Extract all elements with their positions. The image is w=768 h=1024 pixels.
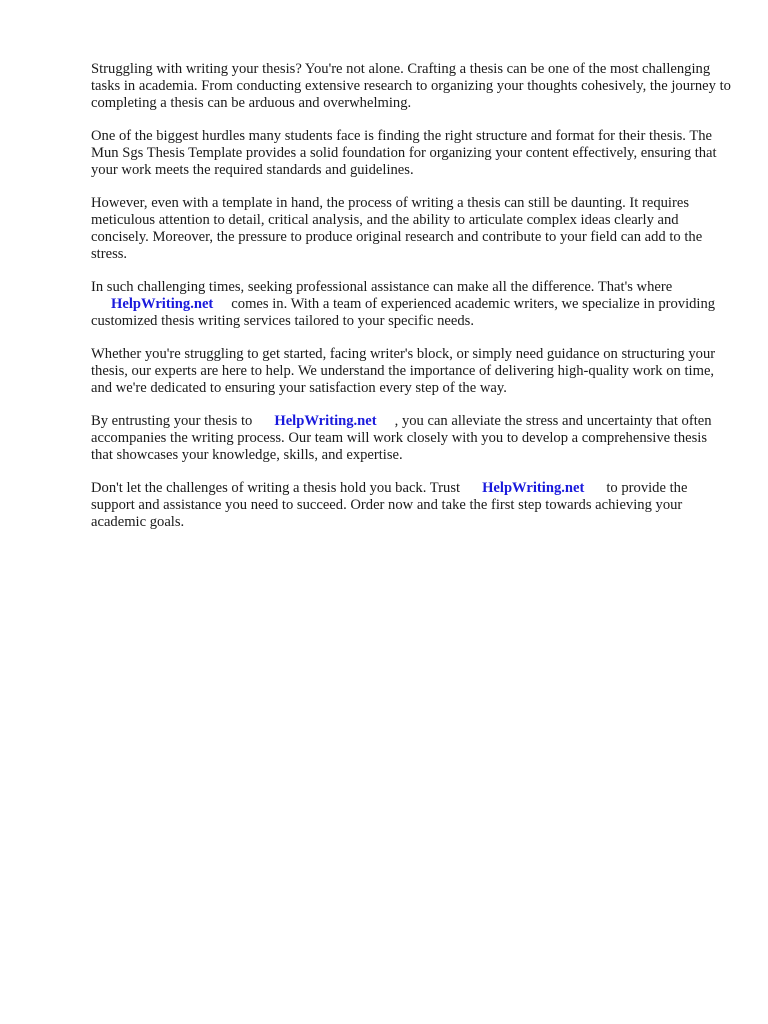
- helpwriting-link-3[interactable]: HelpWriting.net: [482, 480, 585, 496]
- paragraph-entrusting: [91, 413, 731, 464]
- paragraph-assistance: [91, 279, 731, 330]
- paragraph-intro: Struggling with writing your thesis? You're not alone. Crafting a thesis can be one of the most challenging tasks in academia. From conducting extensive research to organizing your thoughts cohesively, the journey to completing a thesis can be arduous and overwhelming.: [91, 61, 731, 111]
- paragraph-closing: [91, 480, 731, 531]
- paragraph-closing-text-after: to provide the support and assistance you need to succeed. Order now and take the first step towards achieving your academic goals.: [91, 480, 688, 530]
- helpwriting-link-2[interactable]: HelpWriting.net: [274, 413, 377, 429]
- paragraph-entrusting-text-before: By entrusting your thesis to: [91, 413, 253, 429]
- document-body: [91, 61, 731, 547]
- paragraph-closing-text-before: Don't let the challenges of writing a thesis hold you back. Trust: [91, 480, 461, 496]
- paragraph-assistance-text-before: In such challenging times, seeking professional assistance can make all the difference. That's where: [91, 279, 673, 295]
- paragraph-structure: One of the biggest hurdles many students face is finding the right structure and format for their thesis. The Mun Sgs Thesis Template provides a solid foundation for organizing your content effectively, ensuring that your work meets the required standards and guidelines.: [91, 128, 717, 178]
- paragraph-assistance-text-after: comes in. With a team of experienced academic writers, we specialize in providing customized thesis writing services tailored to your specific needs.: [91, 296, 716, 329]
- paragraph-guidance: Whether you're struggling to get started, facing writer's block, or simply need guidance on structuring your thesis, our experts are here to help. We understand the importance of delivering high-quality work on time, and we're dedicated to ensuring your satisfaction every step of the way.: [91, 346, 716, 396]
- paragraph-entrusting-text-after: , you can alleviate the stress and uncertainty that often accompanies the writing process. Our team will work closely with you to develop a comprehensive thesis that showcases your knowledge, skills, and expertise.: [91, 413, 712, 463]
- paragraph-daunting: However, even with a template in hand, the process of writing a thesis can still be daunting. It requires meticulous attention to detail, critical analysis, and the ability to articulate complex ideas clearly and concisely. Moreover, the pressure to produce original research and contribute to your field can add to the stress.: [91, 195, 703, 262]
- helpwriting-link-1[interactable]: HelpWriting.net: [111, 296, 214, 312]
